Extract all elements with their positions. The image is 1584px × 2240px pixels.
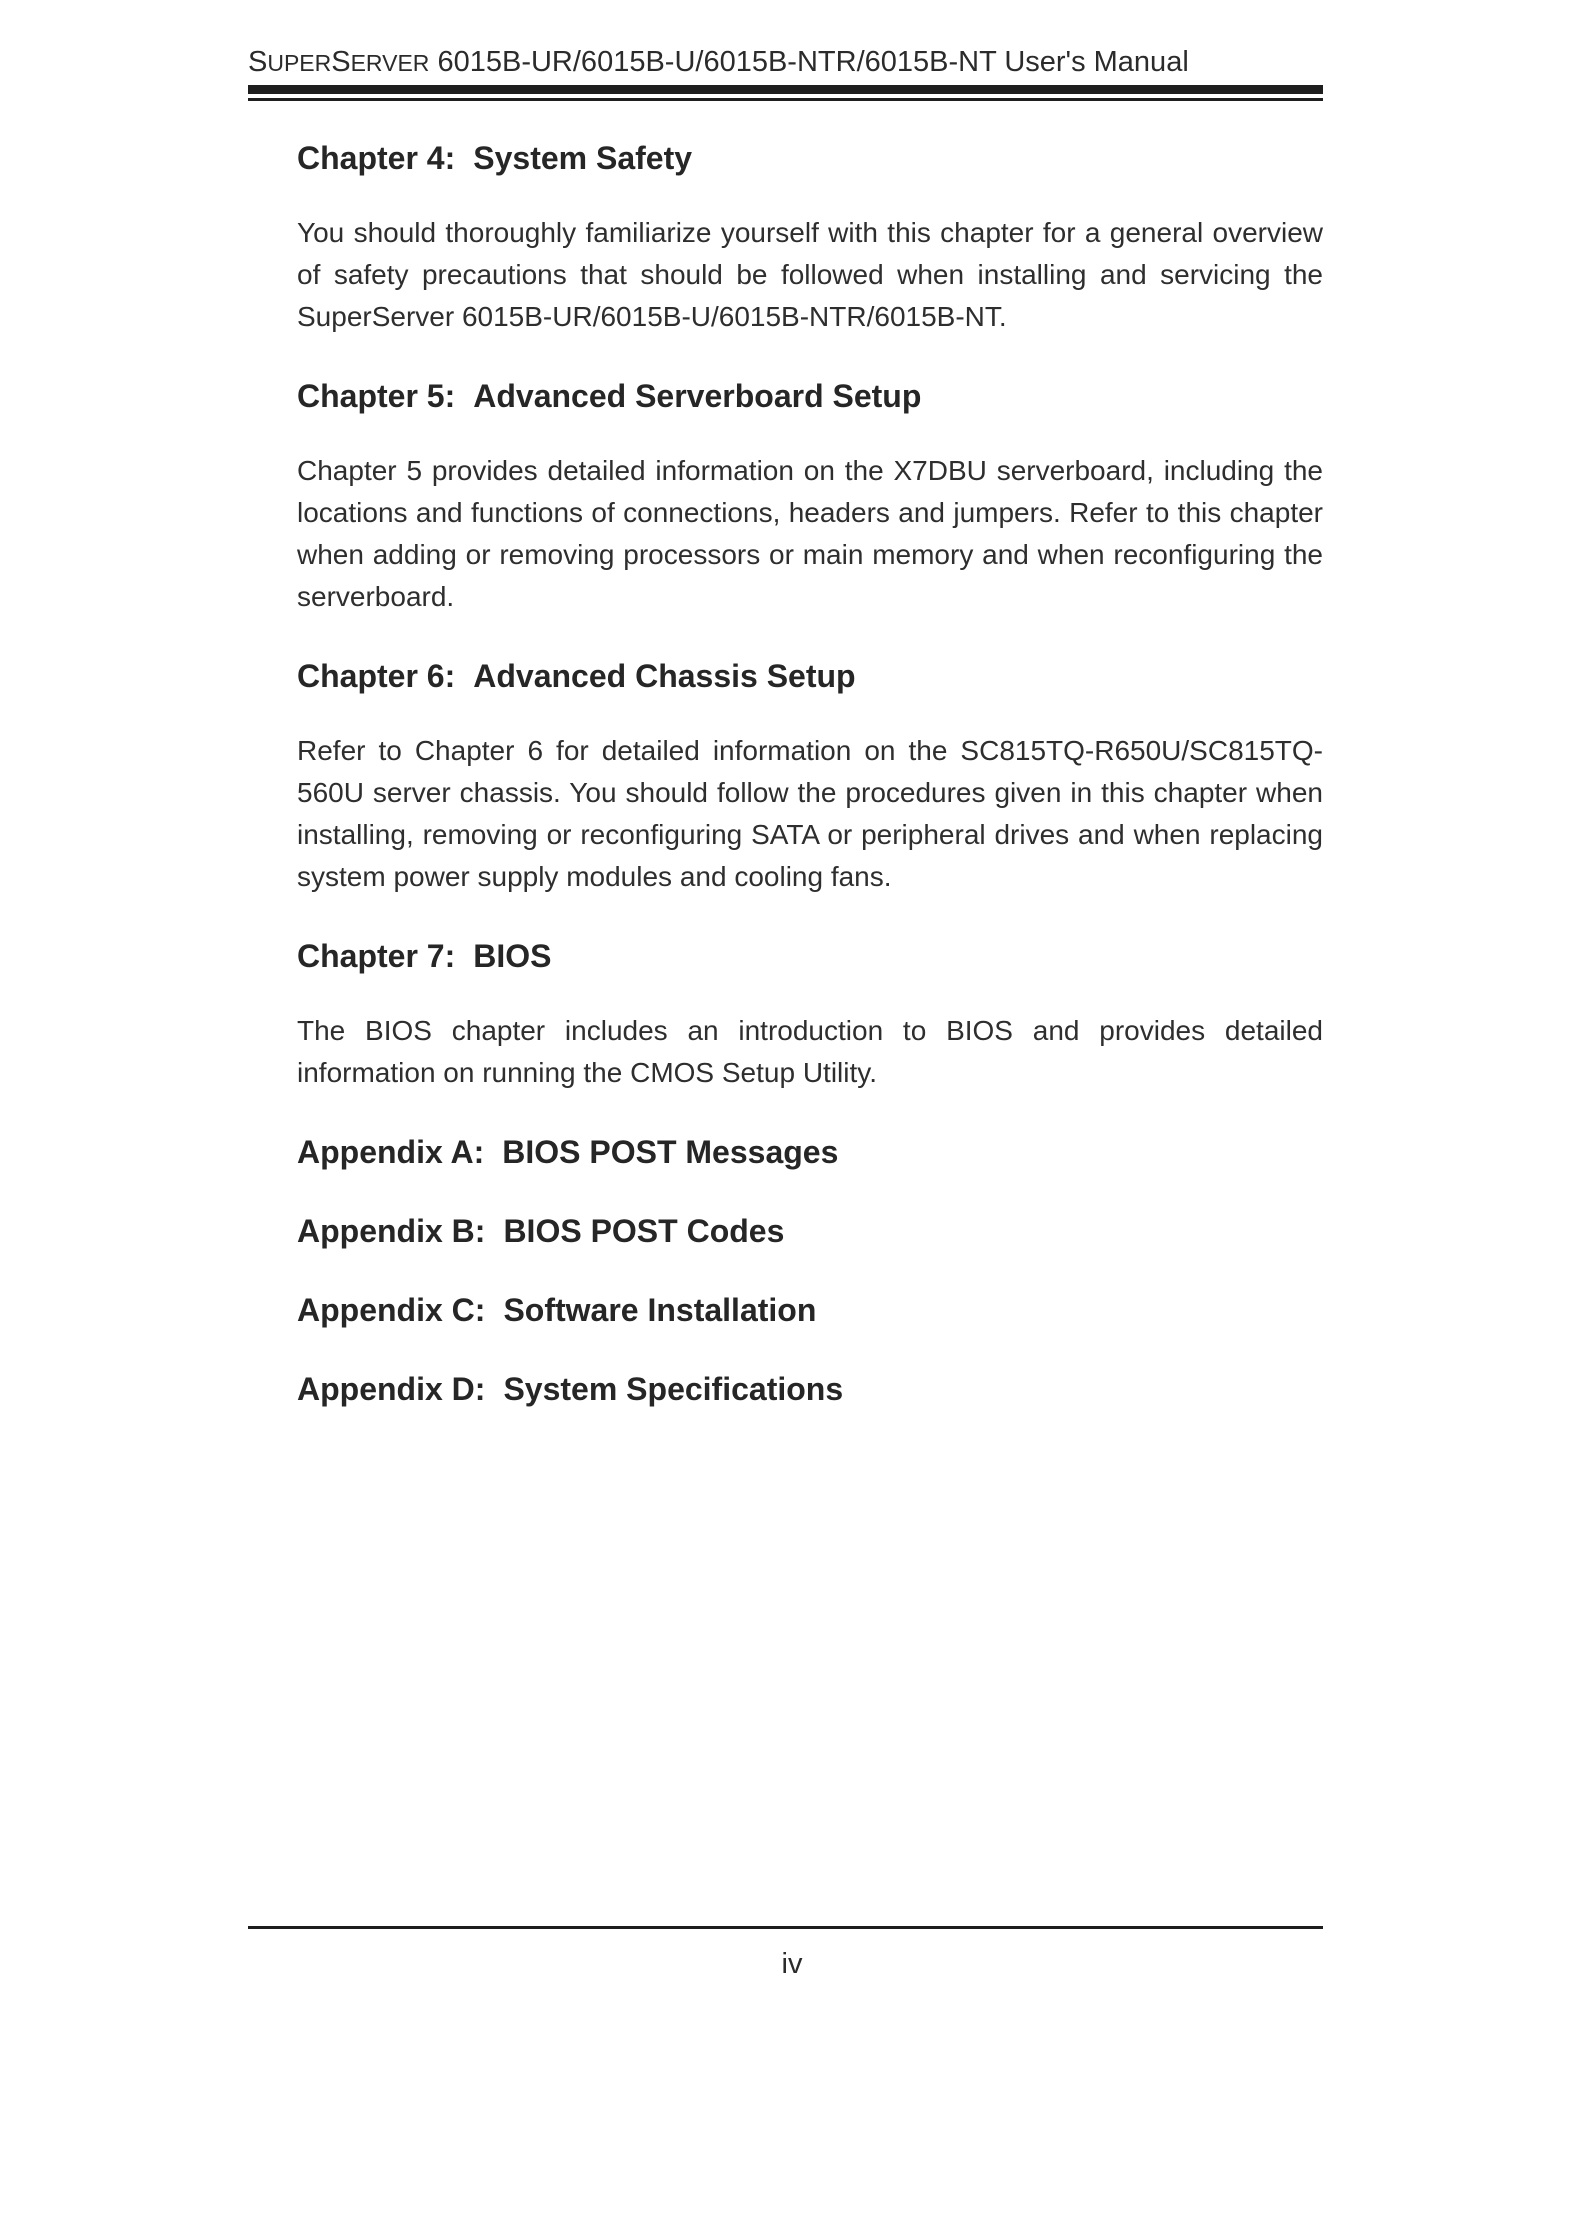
footer-rule (248, 1926, 1323, 1929)
page-header (248, 44, 1323, 81)
chapter-6-section (297, 656, 1323, 898)
appendix-d-title: System Specifications (503, 1371, 844, 1407)
chapter-4-number: Chapter 4: (297, 140, 456, 176)
chapter-5-heading (297, 376, 1323, 416)
chapter-5-number: Chapter 5: (297, 378, 456, 414)
running-header-title (248, 44, 1323, 81)
appendix-a-heading (297, 1132, 1323, 1172)
chapter-5-section (297, 376, 1323, 618)
header-title-s: S (248, 46, 268, 78)
appendix-c-heading (297, 1290, 1323, 1330)
chapter-4-description: You should thoroughly familiarize yourself with this chapter for a general overview of safety precautions that should be followed when installing and servicing the SuperServer 6015B-UR/6015B-U/6015B-NTR/6015B-NT. (297, 217, 1323, 332)
chapter-7-heading (297, 936, 1323, 976)
chapter-7-section (297, 936, 1323, 1094)
header-rule-thick (248, 85, 1323, 94)
appendix-a-title: BIOS POST Messages (502, 1134, 839, 1170)
appendix-b-heading (297, 1211, 1323, 1251)
appendix-d-number: Appendix D: (297, 1371, 486, 1407)
chapter-6-heading (297, 656, 1323, 696)
appendix-list (297, 1132, 1323, 1409)
page-content (297, 138, 1323, 1409)
appendix-c-title: Software Installation (503, 1292, 817, 1328)
appendix-d-heading (297, 1369, 1323, 1409)
appendix-a-number: Appendix A: (297, 1134, 485, 1170)
header-title-erver: ERVER (350, 50, 430, 76)
chapter-4-title: System Safety (473, 140, 693, 176)
chapter-6-number: Chapter 6: (297, 658, 456, 694)
chapter-4-section (297, 138, 1323, 338)
header-title-uper: UPER (267, 50, 332, 76)
chapter-5-title: Advanced Serverboard Setup (473, 378, 922, 414)
chapter-5-description: Chapter 5 provides detailed information on the X7DBU serverboard, including the locations and functions of connections, headers and jumpers. Refer to this chapter when adding or removing processors or main memory and when reconfiguring the serverboard. (297, 455, 1323, 612)
header-title-models: 6015B-UR/6015B-U/6015B-NTR/6015B-NT User's Manual (429, 46, 1189, 78)
header-rule-thin (248, 98, 1323, 101)
appendix-b-title: BIOS POST Codes (503, 1213, 785, 1249)
appendix-b-number: Appendix B: (297, 1213, 486, 1249)
page-number: iv (781, 1948, 803, 1980)
chapter-7-number: Chapter 7: (297, 938, 456, 974)
chapter-6-title: Advanced Chassis Setup (473, 658, 856, 694)
chapter-7-title: BIOS (473, 938, 552, 974)
chapter-7-description: The BIOS chapter includes an introduction to BIOS and provides detailed information on running the CMOS Setup Utility. (297, 1015, 1323, 1088)
appendix-c-number: Appendix C: (297, 1292, 486, 1328)
chapter-6-description: Refer to Chapter 6 for detailed information on the SC815TQ-R650U/SC815TQ-560U server chassis. You should follow the procedures given in this chapter when installing, removing or reconfiguring SATA or peripheral drives and when replacing system power supply modules and cooling fans. (297, 735, 1323, 892)
header-title-s2: S (331, 46, 351, 78)
chapter-4-heading (297, 138, 1323, 178)
